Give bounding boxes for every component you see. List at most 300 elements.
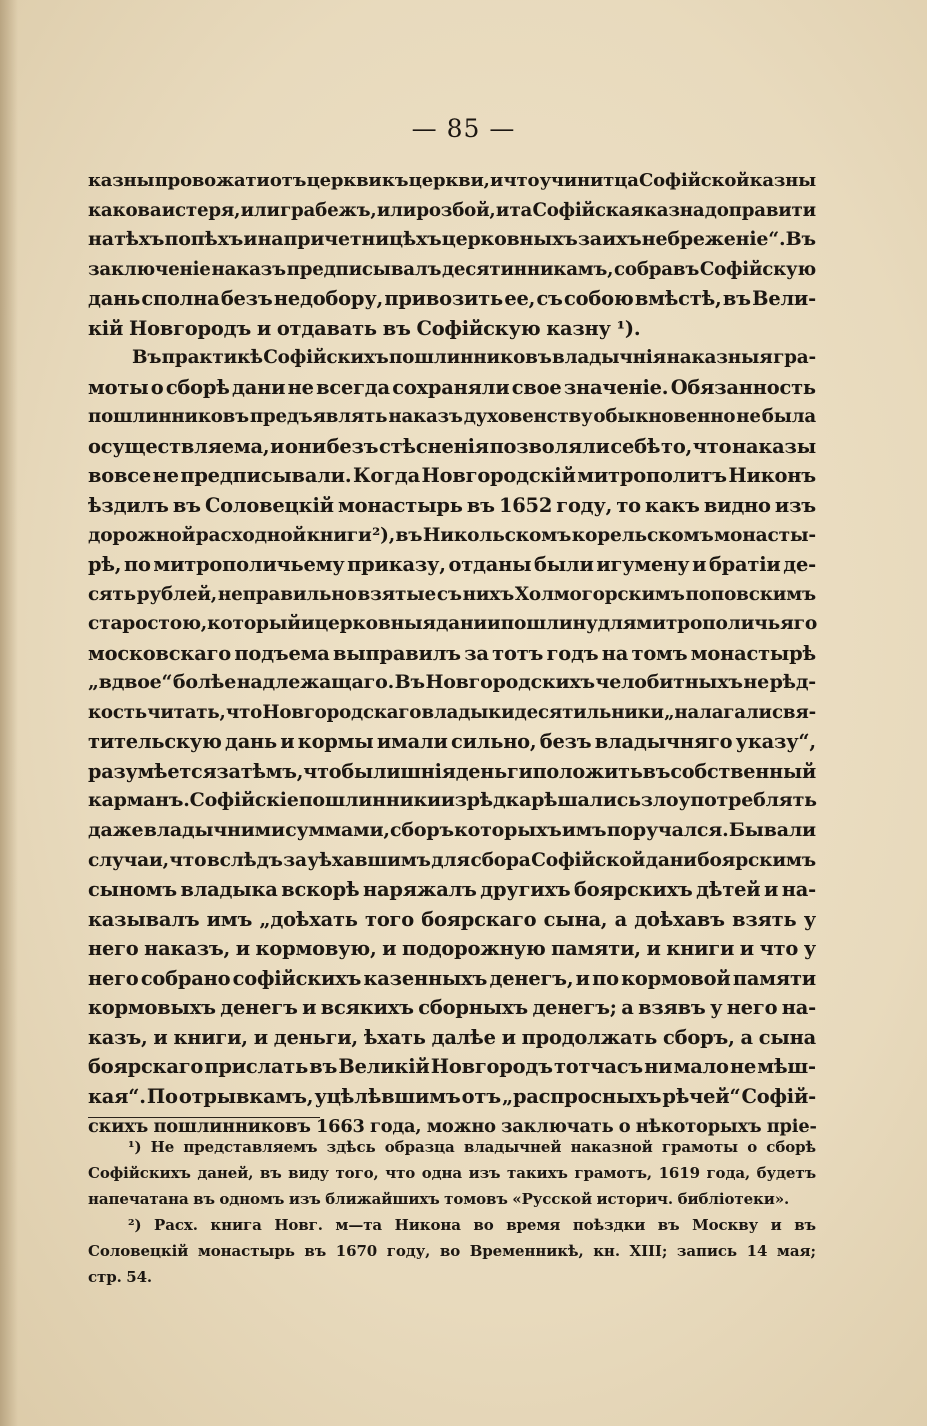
- word: взять: [732, 907, 797, 931]
- word: Вели-: [752, 287, 816, 311]
- word: изъ: [774, 494, 816, 518]
- text-line: [88, 225, 816, 255]
- word: неправильно: [217, 583, 357, 605]
- word: кость: [88, 701, 147, 723]
- word: чтобы: [303, 759, 373, 783]
- word: была: [761, 406, 816, 428]
- word: свя-: [772, 701, 816, 723]
- word: томъ: [631, 641, 688, 665]
- word: Новгородъ: [430, 1055, 553, 1079]
- word: что: [225, 701, 263, 723]
- text-line: [88, 461, 816, 491]
- word: сыномъ: [88, 878, 177, 902]
- word: по: [592, 966, 619, 990]
- word: у: [710, 996, 723, 1020]
- text-line: [88, 609, 816, 639]
- word: стр.: [88, 1268, 122, 1286]
- word: въ: [466, 494, 495, 518]
- word: памяти: [732, 966, 816, 990]
- word: случаи,: [88, 849, 169, 871]
- word: 1619: [658, 1164, 700, 1182]
- word: что: [385, 1164, 416, 1182]
- word: мая;: [776, 1242, 816, 1260]
- word: митрополичьяго: [636, 613, 818, 635]
- word: боярскихъ: [574, 878, 693, 902]
- word: поѣздки: [572, 1216, 646, 1234]
- word: въ: [657, 1216, 680, 1234]
- text-line: [88, 816, 816, 846]
- word: даней,: [197, 1164, 254, 1182]
- word: съ: [436, 583, 462, 605]
- word: ²): [128, 1216, 142, 1234]
- word: выправилъ: [333, 641, 461, 665]
- word: казенныхъ: [363, 966, 488, 990]
- word: въ: [722, 287, 751, 311]
- word: сборъ: [390, 819, 454, 842]
- word: указу“,: [735, 730, 816, 754]
- word: а: [740, 1025, 753, 1049]
- word: отъ: [461, 1084, 501, 1108]
- word: заключать: [501, 1115, 614, 1137]
- word: кормовую,: [255, 937, 377, 961]
- word: де-: [783, 553, 816, 577]
- text-line: [88, 491, 816, 521]
- word: Москву: [692, 1216, 759, 1234]
- word: по: [124, 553, 151, 577]
- word: Софійскихъ: [88, 1164, 191, 1182]
- word: пошлину: [500, 613, 598, 635]
- word: позволяли: [489, 434, 610, 458]
- word: вскорѣ: [281, 878, 360, 902]
- word: году,: [556, 494, 613, 518]
- word: они: [285, 434, 326, 458]
- word: сохраняли: [392, 375, 510, 399]
- word: Новгородскаго: [262, 701, 422, 723]
- text-line: [88, 757, 816, 787]
- word: сильно,: [450, 730, 537, 754]
- word: и: [302, 996, 317, 1020]
- word: 1652: [498, 494, 553, 518]
- word: кормы: [297, 730, 374, 754]
- footnote-line: [88, 1238, 816, 1264]
- word: видно: [703, 494, 771, 518]
- word: въ: [642, 759, 671, 783]
- word: продолжать: [521, 1025, 658, 1049]
- word: м—та: [335, 1216, 383, 1234]
- text-line: [88, 166, 816, 196]
- word: вовсе: [88, 464, 152, 488]
- word: монасты-: [714, 524, 816, 546]
- word: деньги,: [273, 1025, 358, 1049]
- word: него: [88, 966, 139, 990]
- word: дани: [232, 375, 286, 399]
- word: тительскую: [88, 730, 222, 754]
- word: имъ: [561, 819, 607, 842]
- word: Соловецкій: [88, 1242, 189, 1260]
- word: доправити: [704, 199, 816, 221]
- word: церковныхъ: [441, 228, 578, 251]
- word: всякихъ: [320, 996, 414, 1020]
- word: за: [577, 228, 602, 251]
- word: всегда: [316, 375, 390, 399]
- word: Никона: [394, 1216, 461, 1234]
- word: та: [509, 199, 533, 221]
- word: владычней: [463, 1138, 562, 1156]
- word: рѣ,: [88, 553, 122, 577]
- word: взявъ: [638, 996, 706, 1020]
- word: не: [736, 406, 761, 428]
- word: или: [240, 199, 280, 221]
- footnote-separator: [88, 1117, 320, 1118]
- word: рѣд-: [769, 671, 816, 694]
- word: владычняго: [594, 730, 733, 754]
- word: не: [287, 375, 314, 399]
- word: Соловецкій: [204, 494, 334, 518]
- word: на: [601, 641, 629, 665]
- word: рѣчей“: [662, 1084, 741, 1108]
- word: суммами,: [285, 819, 390, 842]
- text-line: [88, 698, 816, 728]
- word: митрополичьему: [153, 553, 345, 577]
- word: и: [692, 553, 707, 577]
- word: и: [739, 937, 754, 961]
- word: предъявлять: [249, 406, 388, 428]
- word: «Русской: [512, 1190, 592, 1208]
- footnote-line: [88, 1134, 816, 1160]
- word: причетницѣхъ: [283, 228, 442, 251]
- word: сына: [758, 1025, 816, 1049]
- word: сборъ,: [663, 1025, 735, 1049]
- word: за: [464, 641, 489, 665]
- word: казну: [546, 316, 611, 340]
- word: мѣш-: [757, 1055, 816, 1079]
- word: собою: [564, 287, 634, 311]
- word: Софійскихъ: [263, 347, 389, 369]
- text-line: [88, 786, 816, 816]
- word: взятые: [357, 583, 436, 605]
- word: злоупотреблять: [640, 789, 817, 812]
- word: дани: [645, 849, 697, 871]
- word: сполна: [141, 287, 220, 311]
- word: Въ: [785, 228, 816, 251]
- word: Софій-: [741, 1084, 816, 1108]
- word: обыкновенно: [593, 406, 736, 428]
- word: Бывали: [728, 819, 816, 842]
- word: наказы: [732, 434, 816, 458]
- word: Новгородскихъ: [425, 671, 595, 694]
- word: сборныхъ: [418, 996, 528, 1020]
- word: съ: [536, 287, 563, 311]
- word: боярскаго: [88, 1055, 204, 1079]
- word: заключеніе: [88, 258, 211, 280]
- word: ¹): [128, 1138, 142, 1156]
- word: предписывалъ: [286, 258, 442, 280]
- word: историч.: [596, 1190, 674, 1208]
- word: тотчасъ: [553, 1055, 643, 1079]
- word: софійскихъ: [232, 966, 362, 990]
- word: на-: [781, 878, 816, 902]
- word: Софійской: [531, 849, 646, 871]
- word: разумѣется: [88, 759, 217, 783]
- text-line: [88, 727, 816, 757]
- word: напечатана: [88, 1190, 189, 1208]
- word: не: [743, 671, 769, 694]
- word: прислать: [204, 1055, 309, 1079]
- word: учинитца: [539, 170, 639, 191]
- word: и: [575, 966, 590, 990]
- word: году,: [386, 1242, 431, 1260]
- word: поповскимъ: [685, 583, 816, 605]
- word: Никонъ: [728, 464, 816, 488]
- word: духовенству: [463, 406, 593, 428]
- word: денегъ,: [489, 966, 574, 990]
- word: дань: [224, 730, 278, 754]
- word: на: [88, 228, 114, 251]
- word: затѣмъ,: [216, 759, 304, 783]
- word: въ: [304, 1242, 327, 1260]
- word: были: [534, 553, 594, 577]
- word: уцѣлѣвшимъ: [314, 1084, 461, 1108]
- word: „налагали: [664, 701, 772, 723]
- text-line: [88, 934, 816, 964]
- word: книги,: [173, 1025, 248, 1049]
- word: Великій: [338, 1055, 430, 1079]
- word: что: [692, 434, 732, 458]
- word: и: [256, 316, 272, 340]
- text-line: [88, 639, 816, 669]
- word: не: [729, 1055, 757, 1079]
- word: тѣхъ: [114, 228, 165, 251]
- word: ихъ: [602, 228, 642, 251]
- word: наказъ: [211, 258, 286, 280]
- word: и: [300, 613, 315, 635]
- word: игумену: [596, 553, 690, 577]
- word: владыки: [421, 701, 515, 723]
- page-number: — 85 —: [411, 114, 516, 143]
- word: время: [506, 1216, 561, 1234]
- word: церковныя: [314, 613, 436, 635]
- word: и: [153, 1025, 168, 1049]
- word: братіи: [708, 553, 781, 577]
- word: и: [253, 1025, 268, 1049]
- word: книги: [306, 524, 372, 546]
- word: собственный: [670, 759, 817, 783]
- word: библіотеки».: [677, 1190, 790, 1208]
- text-line: [88, 314, 816, 344]
- word: наказъ: [388, 406, 463, 428]
- word: въ: [395, 524, 423, 546]
- word: и: [495, 199, 510, 221]
- word: собрано: [140, 966, 231, 990]
- text-line: [88, 846, 816, 876]
- word: отъ: [269, 170, 307, 191]
- word: 54.: [126, 1268, 153, 1286]
- word: себѣ: [610, 434, 661, 458]
- word: ¹).: [616, 316, 641, 340]
- word: на-: [781, 996, 816, 1020]
- word: имали: [376, 730, 448, 754]
- word: для: [597, 613, 637, 635]
- word: во: [473, 1216, 494, 1234]
- word: владычнія: [552, 347, 667, 369]
- word: 14: [746, 1242, 768, 1260]
- word: о: [150, 375, 164, 399]
- word: въ: [794, 1216, 816, 1234]
- word: казны: [749, 170, 816, 191]
- word: „распросныхъ: [502, 1084, 662, 1108]
- word: и: [487, 613, 501, 635]
- word: вслѣдъ: [206, 849, 283, 871]
- word: книга: [210, 1216, 262, 1234]
- footnotes: [88, 1134, 816, 1290]
- word: о: [747, 1138, 758, 1156]
- word: о: [618, 1115, 631, 1137]
- word: ѣздилъ: [88, 494, 169, 518]
- word: попѣхъ: [164, 228, 244, 251]
- word: Въ: [132, 347, 162, 369]
- word: въ: [382, 316, 411, 340]
- word: такихъ: [507, 1164, 568, 1182]
- word: и: [770, 1216, 782, 1234]
- word: Холмогорскимъ: [514, 583, 685, 605]
- word: владычними: [143, 819, 285, 842]
- word: Никольскомъ: [422, 524, 572, 546]
- text-line: [88, 1082, 816, 1112]
- word: скихъ: [88, 1115, 149, 1137]
- word: 1663: [316, 1115, 365, 1137]
- word: что: [169, 849, 207, 871]
- word: поручался.: [606, 819, 729, 842]
- text-line: [88, 284, 816, 314]
- word: годъ: [546, 641, 599, 665]
- text-line: [88, 580, 816, 610]
- text-line: [88, 1052, 816, 1082]
- word: дань: [88, 287, 141, 311]
- text-line: [88, 875, 816, 905]
- word: московскаго: [88, 641, 231, 665]
- word: XIII;: [629, 1242, 668, 1260]
- word: образца: [384, 1138, 455, 1156]
- word: и: [280, 730, 295, 754]
- word: казны: [88, 170, 155, 191]
- word: Временникѣ,: [469, 1242, 584, 1260]
- word: въ: [309, 1055, 338, 1079]
- word: сять: [88, 583, 136, 605]
- word: недобору,: [273, 287, 384, 311]
- word: какъ: [645, 494, 700, 518]
- text-line: [88, 521, 816, 551]
- word: наказной: [570, 1138, 653, 1156]
- word: въ: [172, 494, 201, 518]
- word: отдавать: [276, 316, 377, 340]
- word: томовъ: [444, 1190, 508, 1208]
- word: на: [257, 228, 284, 251]
- word: казывалъ: [88, 907, 200, 931]
- word: пошлинниковъ: [388, 347, 552, 369]
- word: дорожной: [88, 524, 196, 546]
- word: пошлинниковъ: [88, 406, 249, 428]
- word: и: [501, 1025, 516, 1049]
- word: книги: [666, 937, 735, 961]
- word: за: [283, 849, 307, 871]
- word: небреженіе“.: [641, 228, 786, 251]
- word: Новг.: [274, 1216, 323, 1234]
- word: Когда: [352, 464, 420, 488]
- text-line: [88, 343, 816, 373]
- word: и: [646, 937, 661, 961]
- word: для: [431, 849, 470, 871]
- word: тотъ: [492, 641, 544, 665]
- word: монастырь: [197, 1242, 295, 1260]
- word: отрывкамъ,: [178, 1084, 314, 1108]
- word: не: [152, 464, 179, 488]
- word: уѣхавшимъ: [307, 849, 431, 871]
- word: сборѣ: [766, 1138, 816, 1156]
- word: него: [726, 996, 778, 1020]
- word: привозить: [384, 287, 504, 311]
- word: года,: [706, 1164, 751, 1182]
- word: Обязанность: [670, 375, 816, 399]
- word: даже: [88, 819, 144, 842]
- word: ²),: [372, 524, 395, 546]
- word: кн.: [593, 1242, 620, 1260]
- body-text: [88, 166, 816, 1141]
- word: карманъ.: [88, 789, 190, 812]
- text-line: [88, 964, 816, 994]
- word: въ: [193, 1190, 215, 1208]
- word: приказу,: [347, 553, 446, 577]
- word: рѣшались: [531, 789, 641, 812]
- word: него: [88, 937, 139, 961]
- word: боярскимъ: [697, 849, 816, 871]
- word: того,: [335, 1164, 379, 1182]
- word: розбой,: [416, 199, 496, 221]
- text-line: [88, 993, 816, 1023]
- word: Въ: [394, 671, 425, 694]
- word: моты: [88, 375, 149, 399]
- word: кій: [88, 316, 124, 340]
- word: пошлинники: [298, 789, 441, 812]
- word: старостою,: [88, 613, 208, 635]
- word: кормовой: [621, 966, 731, 990]
- word: лишнія: [373, 759, 456, 783]
- word: изъ: [288, 1190, 321, 1208]
- text-line: [88, 668, 816, 698]
- word: пошлинниковъ: [153, 1115, 311, 1137]
- word: боярскаго: [421, 907, 537, 931]
- word: сбора: [470, 849, 531, 871]
- word: монастырѣ: [690, 641, 816, 665]
- word: далѣе: [431, 1025, 496, 1049]
- word: челобитныхъ: [595, 671, 743, 694]
- word: доѣхавъ: [634, 907, 725, 931]
- word: практикѣ: [161, 347, 263, 369]
- word: корельскомъ: [571, 524, 714, 546]
- word: сына,: [543, 907, 608, 931]
- word: Новгородъ: [128, 316, 252, 340]
- word: Расх.: [154, 1216, 198, 1234]
- word: денегъ;: [532, 996, 617, 1020]
- word: ѣхать: [363, 1025, 426, 1049]
- word: грамоты: [661, 1138, 738, 1156]
- word: то: [616, 494, 641, 518]
- word: которыхъ: [454, 819, 562, 842]
- text-line: [88, 432, 816, 462]
- word: безъ: [539, 730, 592, 754]
- word: церкви: [306, 170, 382, 191]
- word: изрѣдка: [440, 789, 532, 812]
- word: одна: [421, 1164, 463, 1182]
